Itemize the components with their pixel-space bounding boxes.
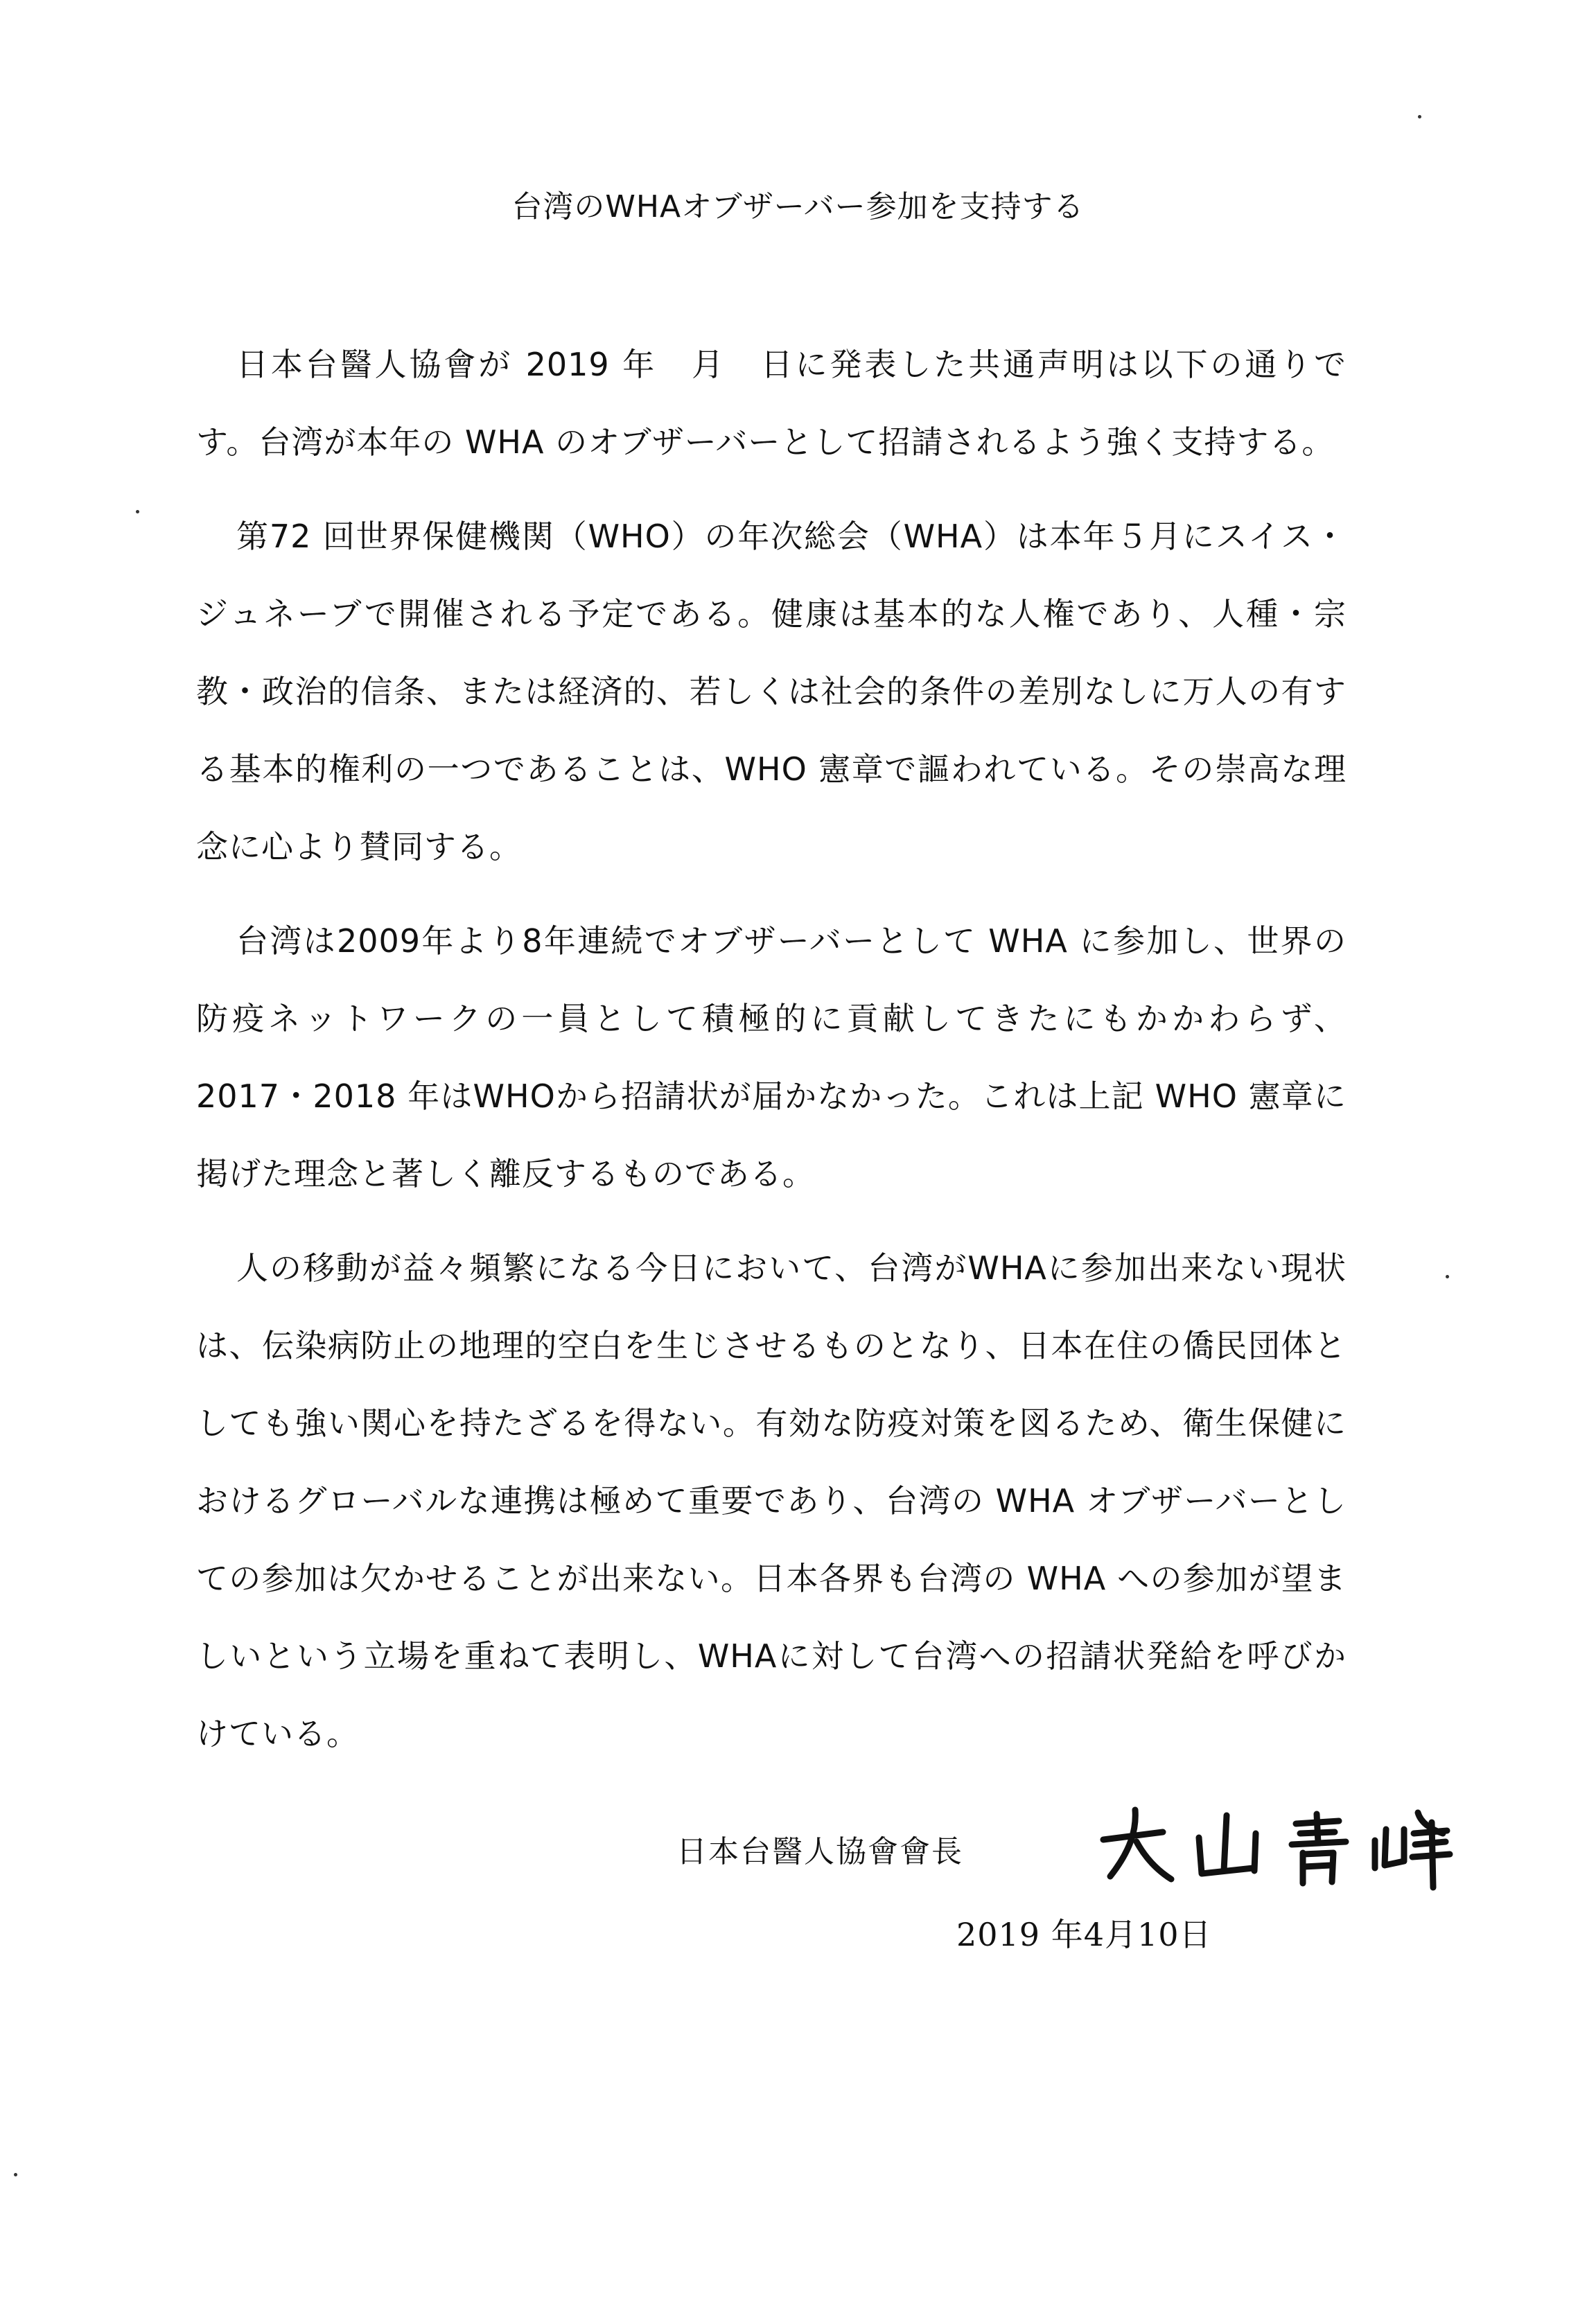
paragraph-taiwan-history: 台湾は2009年より8年連続でオブザーバーとして WHA に参加し、世界の防疫ネットワークの一員として積極的に貢献してきたにもかかわらず、2017・2018 年はWHOから招請状が届かなかった。これは上記 WHO 憲章に掲げた理念と著しく離反するものである。 <box>196 922 1347 1192</box>
document-title: 台湾のWHAオブザーバー参加を支持する <box>511 189 1085 225</box>
scan-speck <box>136 510 139 513</box>
handwritten-signature <box>1095 1802 1455 1892</box>
scan-speck <box>1446 1275 1449 1278</box>
scan-speck <box>14 2173 17 2176</box>
paragraph-appeal: 人の移動が益々頻繁になる今日において、台湾がWHAに参加出来ない現状は、伝染病防止の地理的空白を生じさせるものとなり、日本在住の僑民団体としても強い関心を持たざるを得ない。有効な防疫対策を図るため、衛生保健におけるグローバルな連携は極めて重要であり、台湾の WHA オブザーバーとしての参加は欠かせることが出来ない。日本各界も台湾の WHA への参加が望ましいという立場を重ねて表明し、WHAに対して台湾への招請状発給を呼びかけている。 <box>196 1249 1347 1752</box>
paragraph-intro: 日本台醫人協會が 2019 年 月 日に発表した共通声明は以下の通りです。台湾が本年の WHA のオブザーバーとして招請されるよう強く支持する。 <box>196 346 1347 461</box>
paragraph-wha-background: 第72 回世界保健機関（WHO）の年次総会（WHA）は本年５月にスイス・ジュネーブで開催される予定である。健康は基本的な人権であり、人種・宗教・政治的信条、または経済的、若しくは社会的条件の差別なしに万人の有する基本的権利の一つであることは、WHO 憲章で謳われている。その崇高な理念に心より賛同する。 <box>196 518 1347 865</box>
signatory-title: 日本台醫人協會會長 <box>676 1834 963 1869</box>
document-body <box>196 326 1347 1789</box>
document-date: 2019 年4月10日 <box>956 1916 1212 1953</box>
scan-speck <box>1418 115 1421 118</box>
